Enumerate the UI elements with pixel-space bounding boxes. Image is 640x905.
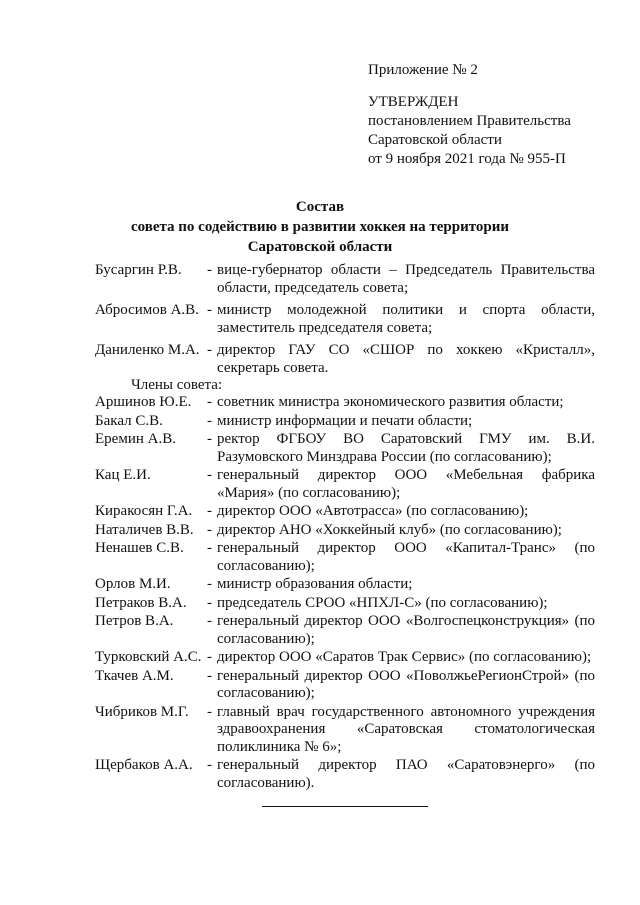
members-heading: Члены совета: [131, 377, 223, 393]
member-role: министр образования области; [217, 576, 413, 592]
dash: - [207, 431, 212, 447]
list-item [95, 613, 595, 648]
member-role: генеральный директор ООО «Волгоспецконструкция» (по согласованию); [217, 613, 595, 647]
list-item [95, 302, 595, 337]
member-role: генеральный директор ООО «ПоволжьеРегионСтрой» (по согласованию); [217, 667, 595, 701]
dash: - [207, 757, 212, 773]
member-role: ректор ФГБОУ ВО Саратовский ГМУ им. В.И. Разумовского Минздрава России (по согласованию); [217, 431, 595, 465]
member-role: директор ООО «Автотрасса» (по согласованию); [217, 503, 529, 519]
dash: - [207, 262, 212, 278]
dash: - [207, 412, 212, 429]
dash: - [207, 394, 212, 410]
dash: - [207, 703, 212, 720]
member-name: Наталичев В.В. [95, 521, 194, 538]
list-item [95, 704, 595, 757]
member-role: министр информации и печати области; [217, 412, 473, 429]
dash: - [207, 649, 212, 665]
dash: - [207, 467, 212, 483]
member-name: Турковский А.С. [95, 649, 202, 665]
member-role: генеральный директор ПАО «Саратовэнерго» (по согласованию). [217, 757, 595, 791]
members-list [95, 394, 595, 793]
member-role: главный врач государственного автономного учреждения здравоохранения «Саратовская стоматологическая поликлиника № 6»; [217, 703, 595, 755]
member-name: Ткачев А.М. [95, 667, 174, 684]
approved-label: УТВЕРЖДЕН [368, 94, 459, 110]
member-name: Ненашев С.В. [95, 540, 184, 556]
title-line-3: Саратовской области [247, 239, 393, 255]
closing-rule [262, 806, 428, 807]
dash: - [207, 667, 212, 684]
member-name: Кац Е.И. [95, 467, 151, 483]
member-role: генеральный директор ООО «Капитал-Транс» (по согласованию); [217, 540, 595, 574]
member-name: Киракосян Г.А. [95, 503, 193, 519]
approved-line-2: Саратовской области [368, 132, 502, 148]
document-title [0, 197, 640, 257]
member-name: Абросимов А.В. [95, 302, 199, 318]
dash: - [207, 503, 212, 519]
dash: - [207, 613, 212, 629]
member-name: Аршинов Ю.Е. [95, 394, 192, 410]
approved-line-3: от 9 ноября 2021 года № 955-П [368, 151, 566, 167]
member-role: министр молодежной политики и спорта области, заместитель председателя совета; [217, 302, 595, 336]
list-item [95, 431, 595, 466]
leadership-list [95, 262, 595, 382]
spacer [368, 80, 571, 93]
appendix-label: Приложение № 2 [368, 62, 478, 78]
member-name: Даниленко М.А. [95, 342, 200, 358]
list-item [95, 595, 595, 613]
member-role: генеральный директор ООО «Мебельная фабрика «Мария» (по согласованию); [217, 467, 595, 501]
approved-line-1: постановлением Правительства [368, 113, 571, 129]
list-item [95, 668, 595, 703]
list-item [95, 649, 595, 667]
dash: - [207, 540, 212, 556]
dash: - [207, 594, 212, 611]
member-name: Петраков В.А. [95, 594, 187, 611]
dash: - [207, 521, 212, 538]
list-item [95, 413, 595, 431]
title-line-1: Состав [295, 199, 345, 215]
member-role: директор ООО «Саратов Трак Сервис» (по согласованию); [217, 649, 592, 665]
dash: - [207, 576, 212, 592]
list-item [95, 576, 595, 594]
member-role: советник министра экономического развития области; [217, 394, 564, 410]
member-name: Петров В.А. [95, 613, 174, 629]
member-name: Щербаков А.А. [95, 757, 193, 773]
dash: - [207, 342, 212, 358]
list-item [95, 467, 595, 502]
member-name: Чибриков М.Г. [95, 703, 189, 720]
member-name: Бусаргин Р.В. [95, 262, 182, 278]
member-role: директор ГАУ СО «СШОР по хоккею «Кристалл», секретарь совета. [217, 342, 595, 376]
member-name: Бакал С.В. [95, 412, 163, 429]
member-role: директор АНО «Хоккейный клуб» (по согласованию); [217, 521, 562, 538]
list-item [95, 262, 595, 297]
list-item [95, 342, 595, 377]
dash: - [207, 302, 212, 318]
list-item [95, 503, 595, 521]
list-item [95, 757, 595, 792]
member-name: Еремин А.В. [95, 431, 176, 447]
member-role: вице-губернатор области – Председатель Правительства области, председатель совета; [217, 262, 595, 296]
title-line-2: совета по содействию в развитии хоккея на территории [130, 219, 510, 235]
member-role: председатель СРОО «НПХЛ-С» (по согласованию); [217, 594, 548, 611]
list-item [95, 394, 595, 412]
list-item [95, 540, 595, 575]
list-item [95, 522, 595, 540]
member-name: Орлов М.И. [95, 576, 171, 592]
appendix-block [368, 61, 571, 169]
